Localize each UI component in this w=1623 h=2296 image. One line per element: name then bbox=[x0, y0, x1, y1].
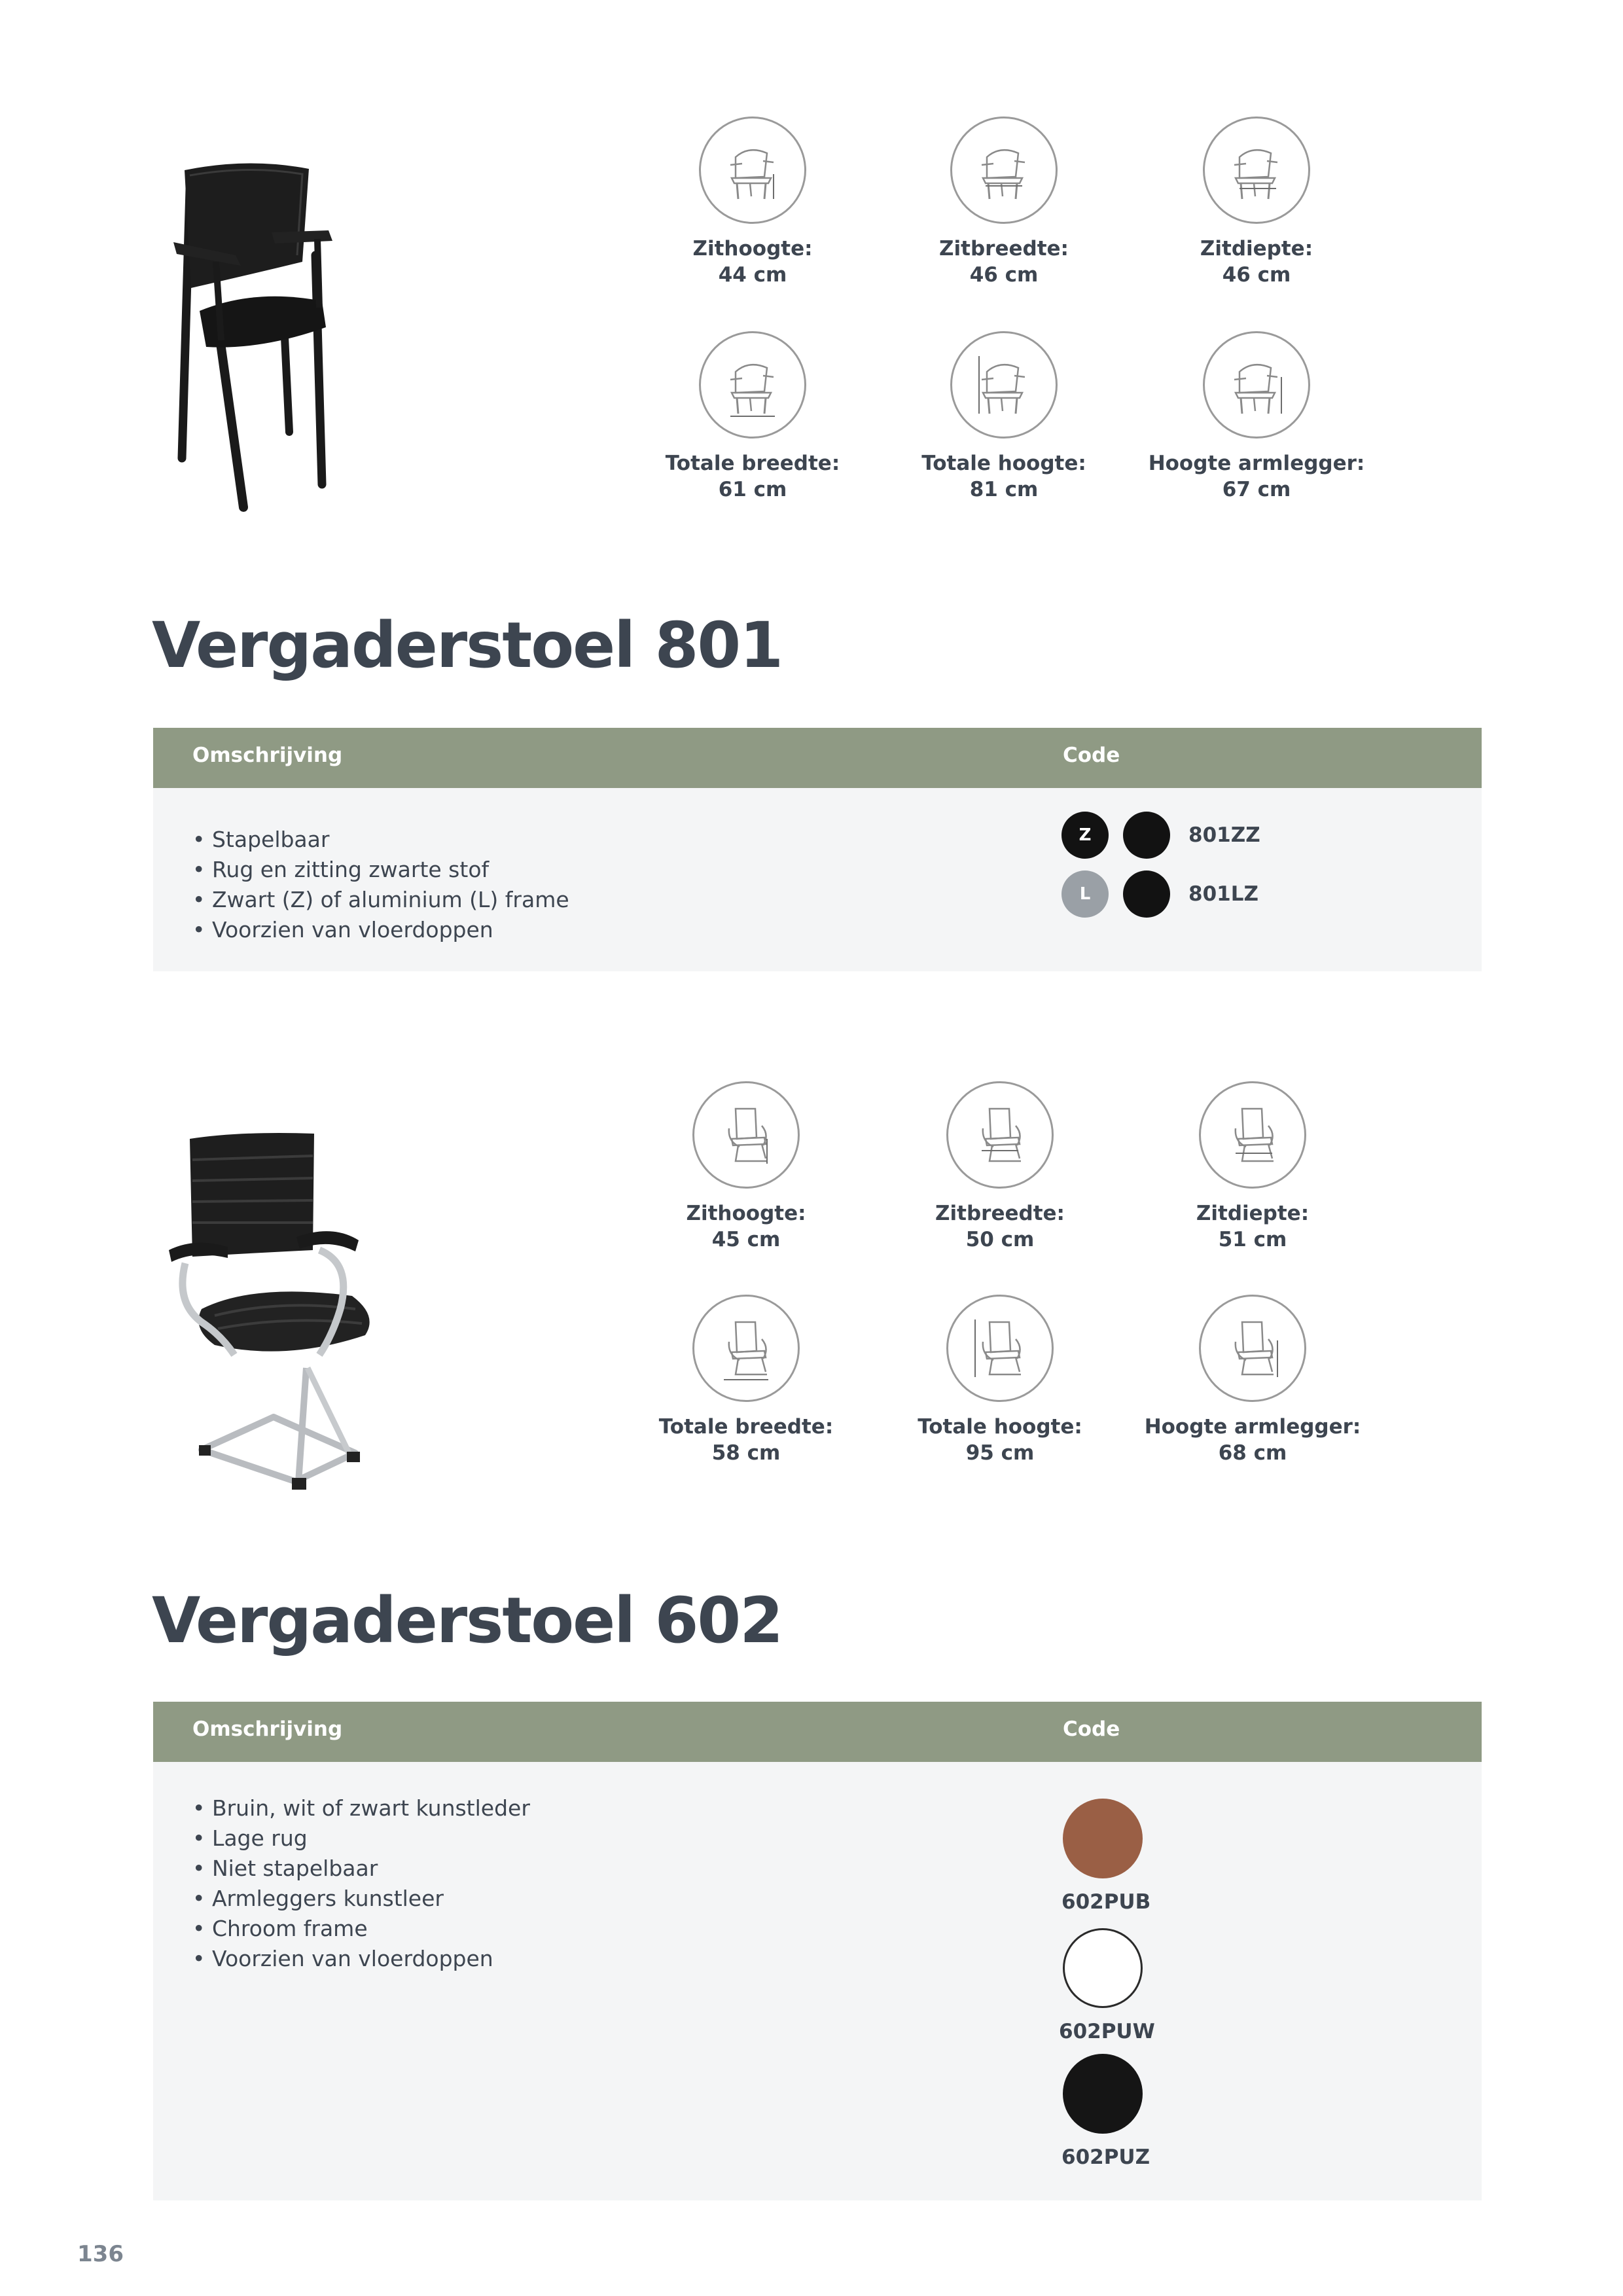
header-code: Code bbox=[1063, 744, 1120, 767]
list-item: • Voorzien van vloerdoppen bbox=[192, 1946, 493, 1971]
spec-item bbox=[641, 117, 864, 288]
spec-label: Totale hoogte: bbox=[918, 1415, 1082, 1439]
seat-width-icon bbox=[946, 1081, 1054, 1189]
spec-label: Zithoogte: bbox=[692, 237, 813, 260]
spec-label: Hoogte armlegger: bbox=[1144, 1415, 1361, 1439]
product-code: 801LZ bbox=[1188, 882, 1258, 906]
product-code: 602PUW bbox=[1059, 2020, 1155, 2043]
spec-value: 95 cm bbox=[965, 1441, 1035, 1465]
spec-label: Totale hoogte: bbox=[921, 452, 1086, 475]
spec-value: 61 cm bbox=[718, 478, 787, 501]
product-title: Vergaderstoel 602 bbox=[152, 1584, 782, 1657]
frame-letter: L bbox=[1079, 884, 1091, 904]
list-item: • Niet stapelbaar bbox=[192, 1856, 378, 1881]
color-swatch-black bbox=[1063, 2054, 1143, 2134]
spec-label: Zithoogte: bbox=[686, 1202, 806, 1225]
spec-item bbox=[889, 1081, 1111, 1253]
spec-item bbox=[1145, 331, 1368, 503]
description-list bbox=[192, 1793, 530, 1974]
product-code: 602PUB bbox=[1061, 1890, 1151, 1914]
spec-value: 50 cm bbox=[965, 1228, 1035, 1251]
armrest-height-icon bbox=[1199, 1295, 1306, 1402]
spec-value: 44 cm bbox=[718, 263, 787, 287]
total-width-icon bbox=[699, 331, 806, 439]
color-swatch-brown bbox=[1063, 1799, 1143, 1878]
seat-width-icon bbox=[950, 117, 1058, 224]
spec-item bbox=[889, 1295, 1111, 1466]
spec-label: Totale breedte: bbox=[658, 1415, 834, 1439]
spec-value: 67 cm bbox=[1222, 478, 1291, 501]
seat-height-icon bbox=[692, 1081, 800, 1189]
total-width-icon bbox=[692, 1295, 800, 1402]
spec-value: 68 cm bbox=[1218, 1441, 1287, 1465]
frame-swatch-aluminium bbox=[1061, 870, 1109, 918]
table-header bbox=[153, 728, 1482, 788]
spec-item bbox=[641, 331, 864, 503]
spec-item bbox=[1145, 117, 1368, 288]
frame-letter: Z bbox=[1079, 825, 1092, 845]
table-body bbox=[153, 1762, 1482, 2200]
spec-item bbox=[893, 117, 1115, 288]
spec-label: Zitdiepte: bbox=[1200, 237, 1313, 260]
product-table-602 bbox=[153, 1702, 1482, 2200]
spec-item bbox=[1141, 1081, 1364, 1253]
spec-label: Zitbreedte: bbox=[935, 1202, 1065, 1225]
list-item: • Stapelbaar bbox=[192, 827, 330, 852]
spec-item bbox=[1141, 1295, 1364, 1466]
header-description: Omschrijving bbox=[192, 744, 343, 767]
frame-swatch-black bbox=[1061, 812, 1109, 859]
table-body bbox=[153, 788, 1482, 971]
product-title: Vergaderstoel 801 bbox=[152, 609, 782, 682]
list-item: • Lage rug bbox=[192, 1825, 308, 1851]
product-photo-801 bbox=[151, 151, 452, 524]
list-item: • Zwart (Z) of aluminium (L) frame bbox=[192, 887, 569, 912]
page-number: 136 bbox=[77, 2241, 124, 2267]
spec-label: Zitdiepte: bbox=[1196, 1202, 1310, 1225]
spec-value: 58 cm bbox=[711, 1441, 781, 1465]
spec-label: Zitbreedte: bbox=[939, 237, 1069, 260]
list-item: • Voorzien van vloerdoppen bbox=[192, 917, 493, 942]
header-description: Omschrijving bbox=[192, 1717, 343, 1741]
spec-value: 81 cm bbox=[969, 478, 1039, 501]
spec-label: Hoogte armlegger: bbox=[1148, 452, 1365, 475]
spec-label: Totale breedte: bbox=[665, 452, 840, 475]
total-height-icon bbox=[946, 1295, 1054, 1402]
spec-item bbox=[893, 331, 1115, 503]
fabric-swatch-black bbox=[1123, 812, 1170, 859]
table-header bbox=[153, 1702, 1482, 1762]
spec-item bbox=[635, 1081, 857, 1253]
seat-depth-icon bbox=[1203, 117, 1310, 224]
fabric-swatch-black bbox=[1123, 870, 1170, 918]
seat-height-icon bbox=[699, 117, 806, 224]
spec-value: 46 cm bbox=[969, 263, 1039, 287]
header-code: Code bbox=[1063, 1717, 1120, 1741]
list-item: • Chroom frame bbox=[192, 1916, 368, 1941]
spec-value: 46 cm bbox=[1222, 263, 1291, 287]
list-item: • Bruin, wit of zwart kunstleder bbox=[192, 1795, 530, 1821]
spec-value: 45 cm bbox=[711, 1228, 781, 1251]
spec-value: 51 cm bbox=[1218, 1228, 1287, 1251]
product-table-801 bbox=[153, 728, 1482, 971]
list-item: • Rug en zitting zwarte stof bbox=[192, 857, 490, 882]
color-swatch-white bbox=[1063, 1928, 1143, 2008]
product-photo-602 bbox=[156, 1119, 457, 1512]
spec-item bbox=[635, 1295, 857, 1466]
seat-depth-icon bbox=[1199, 1081, 1306, 1189]
product-code: 602PUZ bbox=[1061, 2145, 1150, 2169]
total-height-icon bbox=[950, 331, 1058, 439]
armrest-height-icon bbox=[1203, 331, 1310, 439]
product-code: 801ZZ bbox=[1188, 823, 1260, 847]
list-item: • Armleggers kunstleer bbox=[192, 1886, 444, 1911]
description-list bbox=[192, 825, 569, 945]
